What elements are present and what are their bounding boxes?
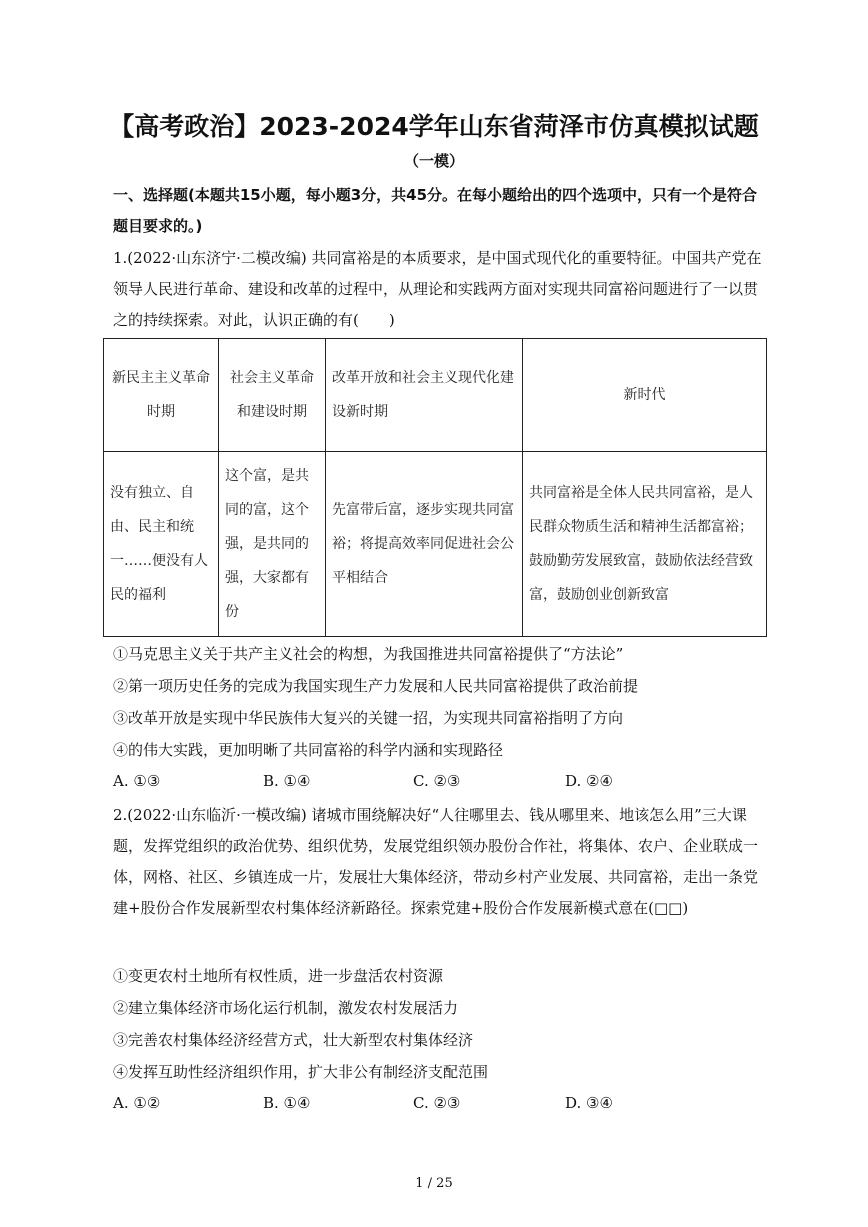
question-2-statement: ③完善农村集体经济经营方式，壮大新型农村集体经济 [113,1031,474,1049]
table-header-cell: 改革开放和社会主义现代化建设新时期 [326,339,523,452]
choice-c: C. ②③ [413,1094,461,1112]
table-header-row [104,339,767,452]
question-1-statement: ①马克思主义关于共产主义社会的构想，为我国推进共同富裕提供了“方法论” [113,645,624,663]
question-1-statement: ③改革开放是实现中华民族伟大复兴的关键一招，为实现共同富裕指明了方向 [113,709,624,727]
page-subtitle: （一模） [403,152,464,170]
choice-b: B. ①④ [263,772,311,790]
table-cell: 这个富，是共同的富，这个强，是共同的强，大家都有份 [219,452,326,637]
page-title: 【高考政治】2023-2024学年山东省菏泽市仿真模拟试题 [109,112,759,141]
section-heading: 一、选择题(本题共15小题，每小题3分，共45分。在每小题给出的四个选项中，只有一个是符合题目要求的。) [113,186,758,235]
question-2-statement: ④发挥互助性经济组织作用，扩大非公有制经济支配范围 [113,1063,489,1081]
question-2-choices [113,1094,763,1118]
page-number: 1 / 25 [415,1176,453,1191]
choice-c: C. ②③ [413,772,461,790]
table-cell: 先富带后富，逐步实现共同富裕；将提高效率同促进社会公平相结合 [326,452,523,637]
table-header-cell: 新民主主义革命时期 [104,339,219,452]
table-cell: 共同富裕是全体人民共同富裕，是人民群众物质生活和精神生活都富裕；鼓励勤劳发展致富，鼓励依法经营致富，鼓励创业创新致富 [523,452,767,637]
question-2-statement: ①变更农村土地所有权性质，进一步盘活农村资源 [113,967,444,985]
table-row [104,452,767,637]
question-1-choices [113,772,763,796]
choice-a: A. ①③ [113,772,161,790]
question-2-stem: 2.(2022·山东临沂·一模改编) 诸城市围绕解决好“人往哪里去、钱从哪里来、地该怎么用”三大课题，发挥党组织的政治优势、组织优势，发展党组织领办股份合作社，将集体、农户、企业联成一体，网格、社区、乡镇连成一片，发展壮大集体经济，带动乡村产业发展、共同富裕，走出一条党建+股份合作发展新型农村集体经济新路径。探索党建+股份合作发展新模式意在(□□) [113,806,759,917]
table-header-cell: 新时代 [523,339,767,452]
question-1-stem: 1.(2022·山东济宁·二模改编) 共同富裕是的本质要求，是中国式现代化的重要特征。中国共产党在领导人民进行革命、建设和改革的过程中，从理论和实践两方面对实现共同富裕问题进行了一以贯之的持续探索。对此，认识正确的有( ) [113,249,762,329]
table-cell: 没有独立、自由、民主和统一……便没有人民的福利 [104,452,219,637]
table-header-cell: 社会主义革命和建设时期 [219,339,326,452]
question-1-statement: ②第一项历史任务的完成为我国实现生产力发展和人民共同富裕提供了政治前提 [113,677,639,695]
question-2-statement: ②建立集体经济市场化运行机制，激发农村发展活力 [113,999,459,1017]
question-1-table [103,338,767,637]
choice-d: D. ③④ [565,1094,613,1112]
choice-d: D. ②④ [565,772,613,790]
choice-b: B. ①④ [263,1094,311,1112]
question-1-statement: ④的伟大实践，更加明晰了共同富裕的科学内涵和实现路径 [113,741,504,759]
choice-a: A. ①② [113,1094,161,1112]
